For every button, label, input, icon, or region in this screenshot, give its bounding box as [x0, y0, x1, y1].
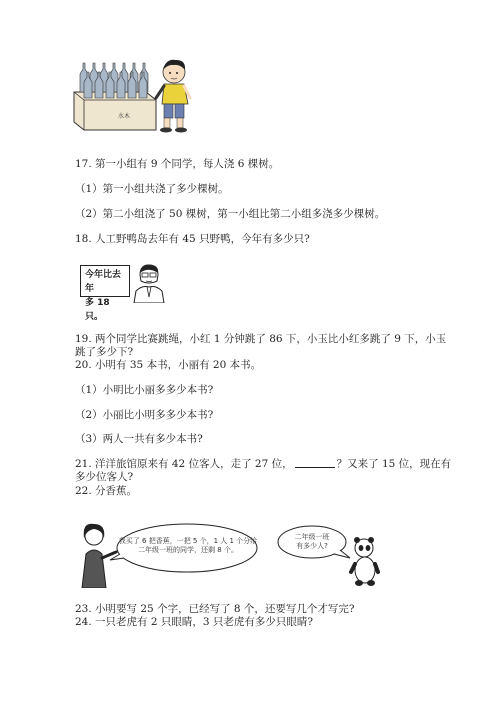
q20-sub1: （1）小明比小丽多多少本书?: [75, 384, 214, 396]
q18-speech-note: [80, 265, 130, 322]
q20-sub2: （2）小丽比小明多多少本书?: [75, 409, 214, 421]
q19-line1: 19. 两个同学比赛跳绳，小红 1 分钟跳了 86 下，小玉比小红多跳了 9 下，小玉: [75, 333, 447, 345]
q24-stem: 24. 一只老虎有 2 只眼睛，3 只老虎有多少只眼睛?: [75, 616, 314, 628]
q21-line1-part1: 21. 洋洋旅馆原来有 42 位客人，走了 27 位，: [75, 458, 293, 470]
q21-line1: [75, 457, 451, 471]
teacher-portrait-illustration: [132, 263, 166, 303]
boy-with-bottles-illustration: [70, 52, 200, 134]
bubble-left-line1: 我买了 6 把香蕉，一把 5 个，1 人 1 个分给: [118, 537, 258, 545]
q23-stem: 23. 小明要写 25 个字，已经写了 8 个，还要写几个才写完?: [75, 603, 355, 615]
q22-stem: 22. 分香蕉。: [75, 485, 138, 497]
q17-sub2: （2）第二小组浇了 50 棵树，第一小组比第二小组多浇多少棵树。: [75, 208, 386, 220]
q18-stem: 18. 人工野鸭岛去年有 45 只野鸭，今年有多少只?: [75, 233, 310, 245]
bubble-right-text: [284, 533, 340, 551]
q21-line2: 多少位客人?: [75, 471, 134, 483]
bubble-left-text: [118, 537, 258, 555]
bubble-right-line2: 有多少人?: [296, 542, 328, 550]
bubble-right-line1: 二年级一班: [294, 533, 330, 541]
box-label: 水木: [118, 113, 131, 120]
q19-line2: 跳了多少下?: [75, 346, 134, 358]
q17-sub1: （1）第一小组共浇了多少棵树。: [75, 183, 229, 195]
q17-stem: 17. 第一小组有 9 个同学，每人浇 6 棵树。: [75, 158, 280, 170]
q20-stem: 20. 小明有 35 本书，小丽有 20 本书。: [75, 359, 262, 371]
q21-answer-blank: [295, 457, 335, 468]
bubble-left-line2: 二年级一班的同学，还剩 8 个。: [138, 546, 238, 554]
q18-note-line1: 今年比去年: [85, 270, 122, 294]
q21-line1-part2: ？又来了 15 位，现在有: [336, 458, 452, 470]
q20-sub3: （3）两人一共有多少本书?: [75, 433, 203, 445]
q18-note-line2: 多 18 只。: [85, 298, 110, 322]
